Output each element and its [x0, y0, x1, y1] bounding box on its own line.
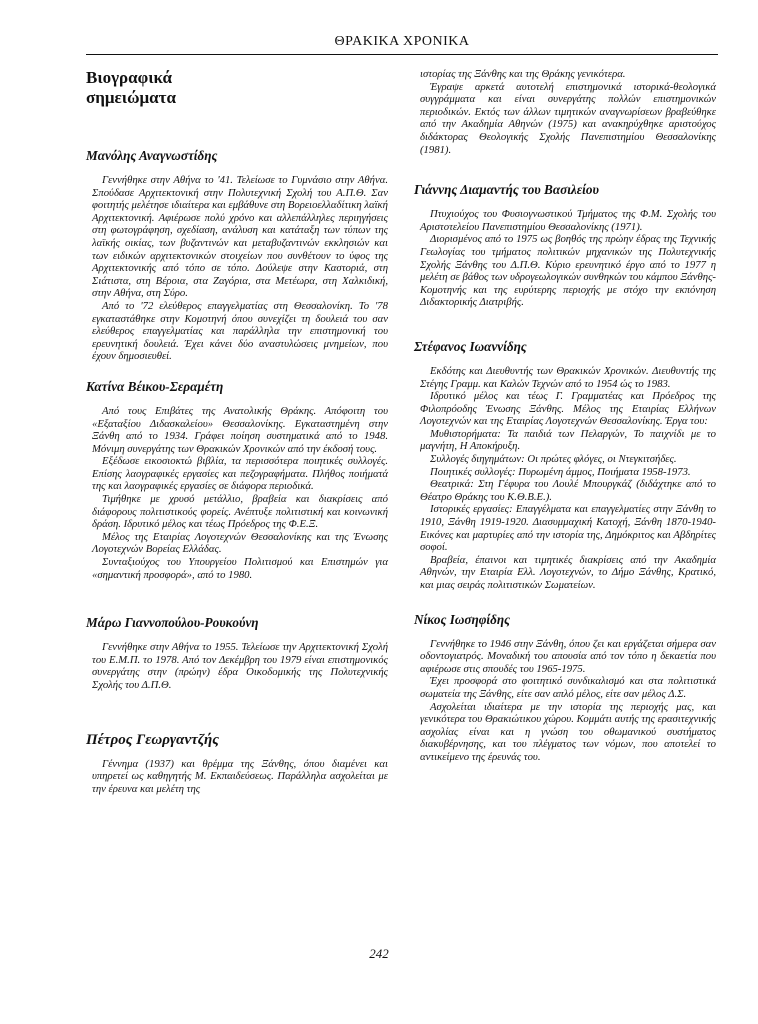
bio-paragraph: Συλλογές διηγημάτων: Οι πρώτες φλόγες, οι Ντεγκιτσήδες. — [430, 453, 677, 466]
bio-paragraph: Έγραψε αρκετά αυτοτελή επιστημονικά ιστορικά-θεολογικά συγγράμματα και είναι συνεργάτης πολλών επιστημονικών περιοδικών. Εκτός των άλλων τιμητικών αναγνωρίσεων βραβεύθηκε από την Ακαδημία Αθηνών (1975) και ανακηρύχθηκε αριστούχος διδάκτορας Θεολογικής Σχολής Πανεπιστημίου Θεσσαλονίκης (1981). — [420, 80, 716, 156]
running-header: ΘΡΑΚΙΚΑ ΧΡΟΝΙΚΑ — [334, 34, 470, 49]
bio-paragraph: Ιστορικές εργασίες: Επαγγέλματα και επαγγελματίες στην Ξάνθη το 1910, Ξάνθη 1919-1920. Διασυμμαχική Κατοχή, Ξάνθη 1870-1940-Εικόνες και μαρτυρίες από την ιστορία της, Δημόκριτος και Αβδηρίτες σοφοί. — [420, 503, 716, 554]
bio-paragraph: Γεννήθηκε στην Αθήνα το '41. Τελείωσε το Γυμνάσιο στην Αθήνα. Σπούδασε Αρχιτεκτονική στην Πολυτεχνική Σχολή του Α.Π.Θ. Σαν φοιτητής μελέτησε ιδιαίτερα και εμβάθυνε στη Βορειοελλαδίτικη λαϊκή Αρχιτεκτονική. Αφιέρωσε πολύ χρόνο και αλλεπάλληλες περιηγήσεις στη φωτογράφηση, σχεδίαση, ανάλυση και κατάταξη των τύπων της λαϊκής οικίας, των βυζαντινών και μεταβυζαντινών εκκλησιών και των ειδικών αρχιτεκτονικών στοιχείων που συνθέτουν το ύφος της Αρχιτεκτονικής από τόπο σε τόπο. Δούλεψε στην Καστοριά, στη Σιάτιστα, στη Βέροια, στα Ζαγόρια, στα Μετέωρα, στη Χαλκιδική, στην Αθήνα, στη Σύρο. — [92, 174, 388, 300]
bio-entry — [86, 615, 388, 691]
page-number: 242 — [369, 946, 389, 961]
bio-entry — [86, 379, 388, 581]
header-rule — [86, 54, 718, 55]
bio-name: Γιάννης Διαμαντής του Βασιλείου — [414, 182, 599, 198]
bio-name: Κατίνα Βέικου-Σεραμέτη — [86, 378, 224, 394]
section-title — [86, 68, 388, 108]
bio-continuation — [414, 68, 716, 156]
bio-paragraph: ιστορίας της Ξάνθης και της Θράκης γενικότερα. — [420, 68, 626, 80]
bio-entry — [414, 182, 716, 309]
bio-name: Μάρω Γιαννοπούλου-Ρουκούνη — [86, 615, 259, 631]
bio-name: Νίκος Ιωσηφίδης — [414, 611, 510, 627]
right-column — [414, 68, 716, 782]
section-title-line-1: Βιογραφικά — [86, 68, 172, 87]
bio-paragraph: Ποιητικές συλλογές: Πυρωμένη άμμος, Ποιήματα 1958-1973. — [430, 465, 691, 478]
bio-paragraph: Μυθιστορήματα: Τα παιδιά των Πελαργών, Το παιχνίδι με το μαγνήτη, Η Αποκήρυξη. — [420, 427, 716, 453]
bio-paragraph: Εκδότης και Διευθυντής των Θρακικών Χρονικών. Διευθυντής της Στέγης Γραμμ. και Καλών Τεχνών από το 1954 ώς το 1983. — [420, 364, 716, 390]
bio-paragraph: Θεατρικά: Στη Γέφυρα του Λουλέ Μπουργκάζ (διδάχτηκε από το Θέατρο Θράκης του Κ.Θ.Β.Ε.). — [420, 478, 716, 503]
bio-paragraph: Ασχολείται ιδιαίτερα με την ιστορία της περιοχής μας, και γενικότερα του Θρακιώτικου χώρου. Κομμάτι αυτής της ερασιτεχνικής ασχολίας είναι και η γνώση του οθωμανικού συστήματος διακυβέρνησης, και του πλέγματος των νόμων, που αποτελεί το αντικείμενο της έρευνάς του. — [420, 700, 716, 763]
bio-name: Μανόλης Αναγνωστίδης — [86, 148, 218, 163]
bio-name: Στέφανος Ιωαννίδης — [414, 338, 527, 354]
left-column — [86, 68, 388, 813]
bio-paragraph: Διορισμένος από το 1975 ως βοηθός της πρώην έδρας της Τεχνικής Γεωλογίας του τμήματος πολιτικών μηχανικών της Πολυτεχνικής Σχολής Ξάνθης του Δ.Π.Θ. Κύριο ερευνητικό έργο από το 1977 η μελέτη σε βάθος των υδρογεωλογικών συνθηκών του κάμπου Ξάνθης-Κομοτηνής και της ευρύτερης περιοχής με στόχο την εκπόνηση Διδακτορικής Διατριβής. — [420, 233, 716, 309]
bio-paragraph: Μέλος της Εταιρίας Λογοτεχνών Θεσσαλονίκης και της Ένωσης Λογοτεχνών Βορείας Ελλάδας. — [92, 530, 388, 556]
bio-paragraph: Από το '72 ελεύθερος επαγγελματίας στη Θεσσαλονίκη. Το '78 εγκαταστάθηκε στην Κομοτηνή όπου συνεχίζει τη δουλειά του σαν ελεύθερος επαγγελματίας και παράλληλα την επιστημονική του ερευνητική δουλειά. Έχει κάνει δύο αναστυλώσεις μνημείων, που έχουν δημοσιευθεί. — [92, 299, 388, 363]
bio-entry — [86, 148, 388, 363]
bio-paragraph: Ιδρυτικό μέλος και τέως Γ. Γραμματέας και Πρόεδρος της Φιλοπρόοδης Ένωσης Ξάνθης. Μέλος της Εταιρίας Ελλήνων Λογοτεχνών και της Εταιρίας Λογοτεχνών Θεσσαλονίκης. Έργα του: — [420, 390, 716, 428]
bio-paragraph: Εξέδωσε εικοσιοκτώ βιβλία, τα περισσότερα ποιητικές συλλογές. Επίσης λαογραφικές εργασίες και πεζογραφήματα. Πλήθος ποιήματά της και λαογραφικές εργασίες σε διάφορα περιοδικά. — [92, 455, 388, 493]
bio-paragraph: Βραβεία, έπαινοι και τιμητικές διακρίσεις από την Ακαδημία Αθηνών, την Εταιρία Ελλ. Λογοτεχνών, το Δήμο Ξάνθης, Κρατικό, και μιας σειράς πολιτιστικών Σωματείων. — [420, 553, 716, 591]
bio-paragraph: Γέννημα (1937) και θρέμμα της Ξάνθης, όπου διαμένει και υπηρετεί ως καθηγητής Μ. Εκπαιδεύσεως. Παράλληλα ασχολείται με την έρευνα και μελέτη της — [92, 757, 388, 795]
bio-name: Πέτρος Γεωργαντζής — [86, 731, 219, 748]
bio-paragraph: Γεννήθηκε το 1946 στην Ξάνθη, όπου ζει και εργάζεται σήμερα σαν οδοντογιατρός. Μοναδική του απουσία από τον τόπο η δεκαετία που αφιέρωσε στις σπουδές του 1965-1975. — [420, 637, 716, 675]
bio-paragraph: Γεννήθηκε στην Αθήνα το 1955. Τελείωσε την Αρχιτεκτονική Σχολή του Ε.Μ.Π. το 1978. Από τον Δεκέμβρη του 1979 είναι επιστημονικός συνεργάτης στην (πρώην) έδρα Οικοδομικής της Πολυτεχνικής Σχολής του Δ.Π.Θ. — [92, 641, 388, 691]
bio-paragraph: Πτυχιούχος του Φυσιογνωστικού Τμήματος της Φ.Μ. Σχολής του Αριστοτελείου Πανεπιστημίου Θεσσαλονίκης (1971). — [420, 208, 716, 233]
bio-entry — [86, 732, 388, 796]
bio-paragraph: Συνταξιούχος του Υπουργείου Πολιτισμού και Επιστημών για «σημαντική προσφορά», από το 1980. — [92, 556, 388, 581]
section-title-line-2: σημειώματα — [86, 88, 176, 107]
bio-entry — [414, 339, 716, 592]
bio-paragraph: Τιμήθηκε με χρυσό μετάλλιο, βραβεία και διακρίσεις από διάφορους πολιτιστικούς φορείς. Ανέπτυξε πολιτιστική και κοινωνική δράση. Ιδρυτικό μέλος και τέως Πρόεδρος της Φ.Ε.Ξ. — [92, 493, 388, 531]
bio-entry — [414, 612, 716, 764]
bio-paragraph: Από τους Επιβάτες της Ανατολικής Θράκης. Απόφοιτη του «Εξαταξίου Διδασκαλείου» Θεσσαλονίκης. Εγκαταστημένη στην Ξάνθη από το 1934. Γράφει ποίηση συστηματικά από το 1948. Μόνιμη συνεργάτης των Θρακικών Χρονικών από την έκδοσή τους. — [92, 404, 388, 455]
bio-paragraph: Έχει προσφορά στο φοιτητικό συνδικαλισμό και στα πολιτιστικά σωματεία της Ξάνθης, είτε σαν απλό μέλος, είτε σαν μέλος Δ.Σ. — [420, 675, 716, 700]
